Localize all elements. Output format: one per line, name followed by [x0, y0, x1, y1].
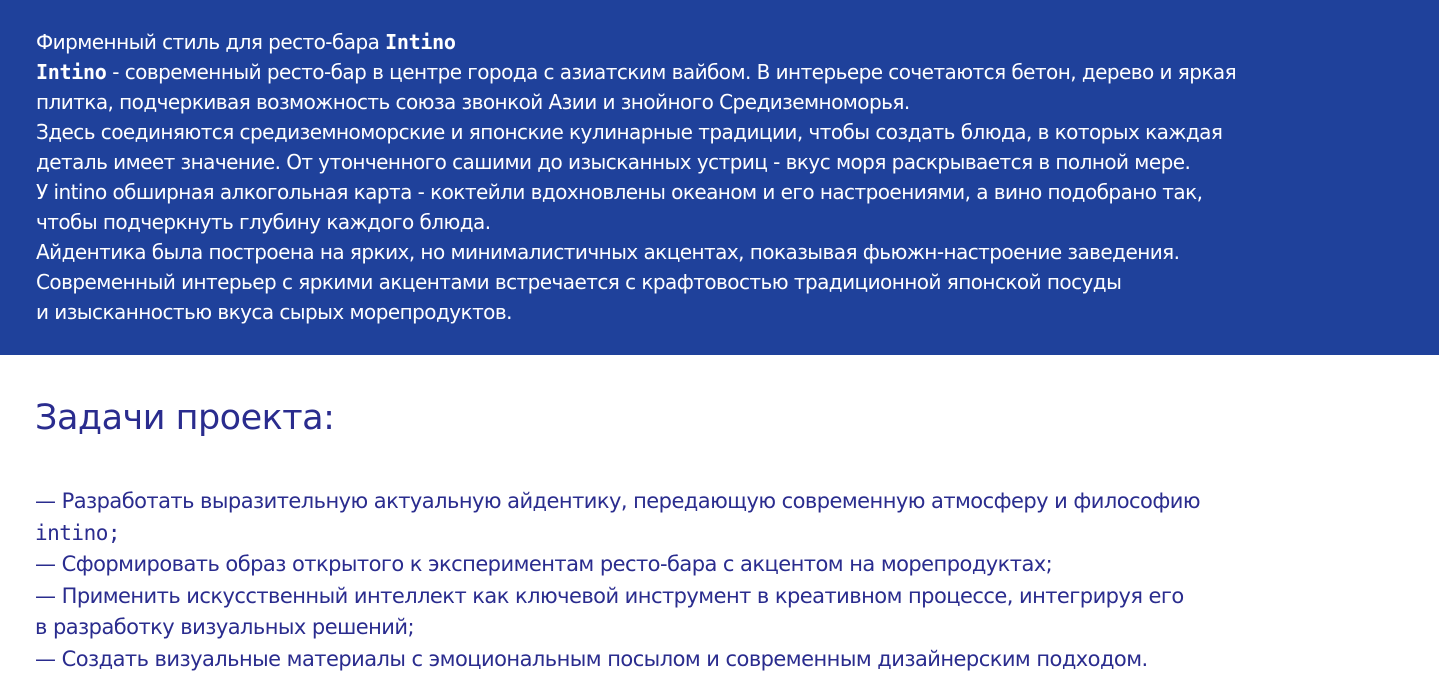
tasks-section	[35, 390, 1200, 671]
intro-description-line: Здесь соединяются средиземноморские и японские кулинарные традиции, чтобы создать блюда, в которых каждая	[36, 120, 1223, 144]
intro-description-line: деталь имеет значение. От утонченного сашими до изысканных устриц - вкус моря раскрывается в полной мере.	[36, 150, 1191, 174]
task-item: — Разработать выразительную актуальную айдентику, передающую современную атмосферу и философию	[35, 489, 1200, 513]
intro-title-brand: Intino	[385, 30, 456, 54]
task-item: — Сформировать образ открытого к экспериментам ресто-бара с акцентом на морепродуктах;	[35, 552, 1053, 576]
task-item: — Создать визуальные материалы с эмоциональным посылом и современным дизайнерским подходом.	[35, 646, 1148, 671]
intro-description-text: - современный ресто-бар в центре города с азиатским вайбом. В интерьере сочетаются бетон, дерево и яркая	[106, 60, 1237, 84]
intro-description-brand: Intino	[36, 60, 107, 84]
tasks-list	[35, 486, 1200, 675]
intro-description-line: плитка, подчеркивая возможность союза звонкой Азии и знойного Средиземноморья.	[36, 90, 910, 114]
intro-title-prefix: Фирменный стиль для ресто-бара	[36, 30, 386, 54]
intro-description-line: Современный интерьер с яркими акцентами встречается с крафтовостью традиционной японской посуды	[36, 270, 1122, 294]
task-item-continuation: intino;	[35, 520, 121, 545]
intro-description-line: и изысканностью вкуса сырых морепродуктов.	[36, 300, 512, 324]
task-item: — Применить искусственный интеллект как ключевой инструмент в креативном процессе, интегрируя его	[35, 583, 1184, 608]
intro-description-line: чтобы подчеркнуть глубину каждого блюда.	[36, 210, 491, 234]
intro-description-line: Айдентика была построена на ярких, но минималистичных акцентах, показывая фьюжн-настроение заведения.	[36, 240, 1180, 264]
task-item-continuation: в разработку визуальных решений;	[35, 615, 415, 639]
intro-description-line: У intino обширная алкогольная карта - коктейли вдохновлены океаном и его настроениями, а вино подобрано так,	[36, 180, 1203, 204]
tasks-heading: Задачи проекта:	[35, 398, 335, 438]
intro-title	[36, 27, 1403, 57]
intro-description-line	[36, 57, 1403, 87]
